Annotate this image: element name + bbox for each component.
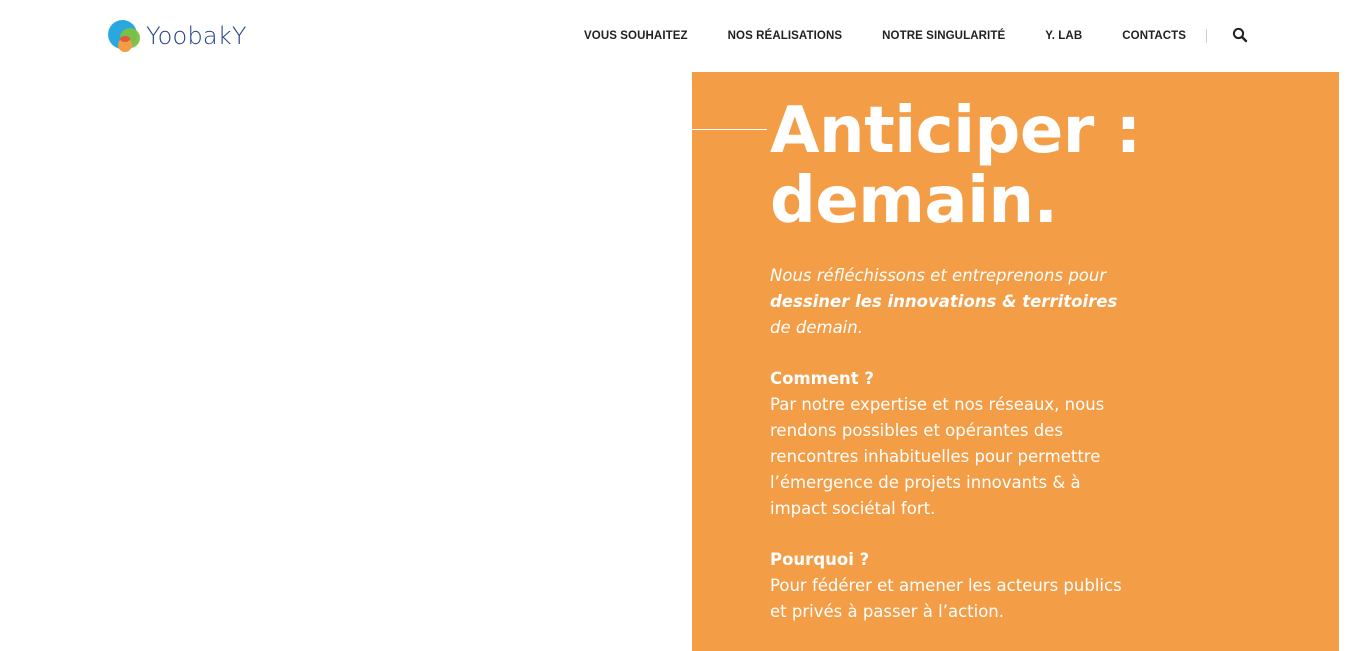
section-body: Par notre expertise et nos réseaux, nous rendons possibles et opérantes des rencontres inhabituelles pour permettre l’émergence de projets innovants & à impact sociétal fort. — [770, 395, 1105, 518]
hero-title-line-1: Anticiper : — [770, 94, 1141, 168]
nav-item-nos-realisations[interactable]: NOS RÉALISATIONS — [727, 30, 843, 42]
nav-item-vous-souhaitez[interactable]: VOUS SOUHAITEZ — [584, 30, 688, 42]
search-icon[interactable] — [1232, 27, 1248, 43]
hero-title-line-2: demain. — [770, 164, 1058, 238]
nav-item-notre-singularite[interactable]: NOTRE SINGULARITÉ — [882, 30, 1006, 42]
intro-text-2: de demain. — [770, 318, 863, 337]
section-title: Pourquoi ? — [770, 550, 870, 569]
intro-text-1: Nous réfléchissons et entreprenons pour — [770, 266, 1107, 285]
section-body: Pour fédérer et amener les acteurs publics et privés à passer à l’action. — [770, 576, 1122, 621]
section-comment — [770, 366, 1140, 522]
intro-text-bold: dessiner les innovations & territoires — [770, 292, 1118, 311]
logo-icon — [108, 19, 142, 53]
decorative-line — [692, 129, 767, 130]
section-pourquoi — [770, 547, 1140, 625]
section-title: Comment ? — [770, 369, 874, 388]
nav-divider — [1206, 29, 1207, 43]
hero-title — [770, 96, 1310, 236]
main-nav — [584, 30, 1186, 42]
nav-item-y-lab[interactable]: Y. LAB — [1045, 30, 1083, 42]
brand-name: YoobakY — [146, 22, 247, 50]
nav-item-contacts[interactable]: CONTACTS — [1122, 30, 1187, 42]
hero-intro — [770, 263, 1140, 341]
site-header — [0, 0, 1366, 72]
logo-link[interactable] — [108, 19, 247, 53]
